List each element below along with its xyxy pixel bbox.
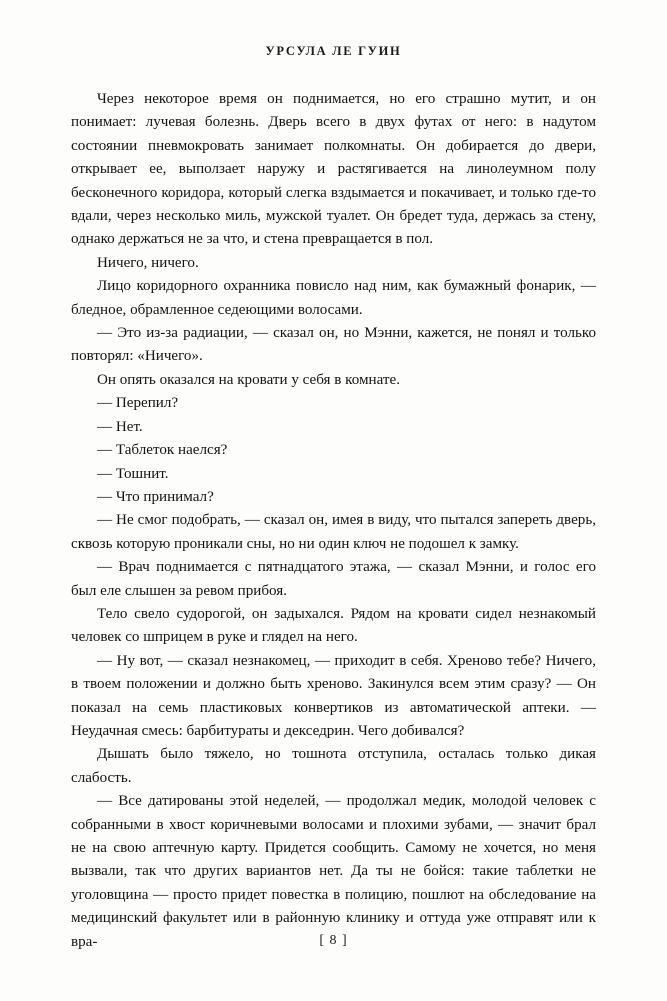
running-head: УРСУЛА ЛЕ ГУИН (265, 44, 402, 58)
paragraph: Тело свело судорогой, он задыхался. Рядом на кровати сидел незнакомый человек со шприцем в руке и глядел на него. (71, 605, 596, 646)
paragraph: Лицо коридорного охранника повисло над ним, как бумажный фонарик, — бледное, обрамленное седеющими волосами. (71, 278, 596, 318)
paragraph: — Нет. (97, 418, 143, 435)
paragraph: — Тошнит. (97, 465, 169, 482)
body-text (71, 88, 596, 954)
paragraph: — Это из-за радиации, — сказал он, но Мэнни, кажется, не понял и только повторял: «Ничего». (71, 325, 596, 365)
paragraph: — Все датированы этой неделей, — продолжал медик, молодой человек с собранными в хвост коричневыми волосами и плохими зубами, — значит брал не на свою аптечную карту. Придется сообщить. Самому не хочется, но меня вызвали, так что других вариантов нет. Да ты не бойся: такие таблетки не уголовщина — просто придет повестка в полицию, пошлют на обследование на медицинский факультет или в районную клинику и оттуда уже отправят или к вра- (71, 793, 596, 950)
paragraph: Ничего, ничего. (97, 254, 199, 271)
paragraph: — Перепил? (97, 395, 179, 412)
paragraph: — Не смог подобрать, — сказал он, имея в виду, что пытался запереть дверь, сквозь которую проникали сны, но ни один ключ не подошел к замку. (71, 512, 596, 552)
paragraph: — Ну вот, — сказал незнакомец, — приходит в себя. Хреново тебе? Ничего, в твоем положении и должно быть хреново. Закинулся всем этим сразу? — Он показал на семь пластиковых конвертиков из автоматической аптеки. — Неудачная смесь: барбитураты и декседрин. Чего добивался? (71, 652, 596, 739)
paragraph: Он опять оказался на кровати у себя в комнате. (97, 371, 400, 388)
paragraph: Дышать было тяжело, но тошнота отступила, осталась только дикая слабость. (71, 746, 596, 786)
paragraph: — Врач поднимается с пятнадцатого этажа, — сказал Мэнни, и голос его был еле слышен за ревом прибоя. (71, 559, 596, 599)
paragraph: Через некоторое время он поднимается, но его страшно мутит, и он понимает: лучевая болезнь. Дверь всего в двух футах от него: в надутом состоянии пневмокровать занимает полкомнаты. Он добирается до двери, открывает ее, выползает наружу и растягивается на линолеумном полу бесконечного коридора, который слегка вздымается и покачивает, и только где-то вдали, через несколько миль, мужской туалет. Он бредет туда, держась за стену, однако держаться не за что, и стена превращается в пол. (71, 91, 596, 248)
paragraph: — Что принимал? (97, 488, 214, 505)
page-number: [ 8 ] (319, 933, 348, 948)
paragraph: — Таблеток наелся? (97, 442, 228, 459)
